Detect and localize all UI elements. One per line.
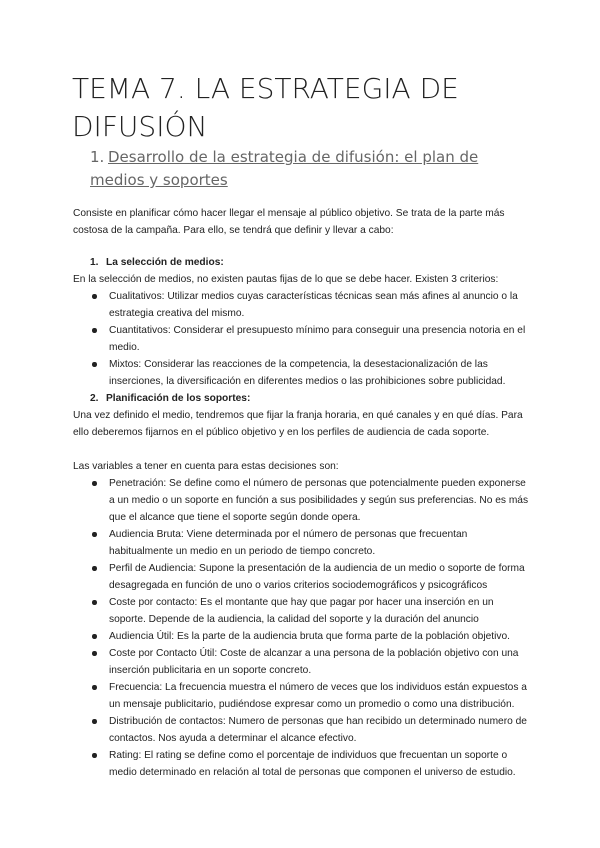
list-item: Perfil de Audiencia: Supone la presentación de la audiencia de un medio o soporte de forma desagregada en función de uno o varios criterios sociodemográficos y psicográficos [73, 560, 533, 594]
variables-list [73, 475, 533, 781]
section1-heading-text: La selección de medios: [106, 257, 224, 268]
list-item: Audiencia Bruta: Viene determinada por el número de personas que frecuentan habitualmente un medio en un periodo de tiempo concreto. [73, 526, 533, 560]
section1-heading [73, 254, 533, 271]
list-item: Cuantitativos: Considerar el presupuesto mínimo para conseguir una presencia notoria en el medio. [73, 322, 533, 356]
page-title: TEMA 7. LA ESTRATEGIA DE DIFUSIÓN [72, 72, 459, 143]
section1-text: En la selección de medios, no existen pautas fijas de lo que se debe hacer. Existen 3 criterios: [73, 274, 499, 285]
criteria-list [73, 288, 533, 390]
list-item: Mixtos: Considerar las reacciones de la competencia, la desestacionalización de las inserciones, la diversificación en diferentes medios o las prohibiciones sobre publicidad. [73, 356, 533, 390]
document-body [73, 205, 533, 781]
list-item: Audiencia Útil: Es la parte de la audiencia bruta que forma parte de la población objetivo. [73, 628, 533, 645]
list-item: Penetración: Se define como el número de personas que potencialmente pueden exponerse a un medio o un soporte en función a sus posibilidades y según sus preferencias. No es más que el alcance que tiene el soporte según donde opera. [73, 475, 533, 526]
section2-heading [73, 390, 533, 407]
list-item: Frecuencia: La frecuencia muestra el número de veces que los individuos están expuestos a un mensaje publicitario, pudiéndose expresar como un promedio o como una distribución. [73, 679, 533, 713]
section2-text: Una vez definido el medio, tendremos que fijar la franja horaria, en qué canales y en qué días. Para ello deberemos fijarnos en el público objetivo y en los perfiles de audiencia de cada soporte. [73, 410, 523, 438]
section-subtitle [90, 146, 530, 192]
section1-number: 1. [90, 257, 99, 268]
subtitle-number: 1. [90, 148, 105, 166]
subtitle-text: Desarrollo de la estrategia de difusión: el plan de medios y soportes [90, 148, 479, 189]
list-item: Rating: El rating se define como el porcentaje de individuos que frecuentan un soporte o medio determinado en relación al total de personas que componen el universo de estudio. [73, 747, 533, 781]
section2-heading-text: Planificación de los soportes: [106, 393, 251, 404]
list-item: Coste por contacto: Es el montante que hay que pagar por hacer una inserción en un soporte. Depende de la audiencia, la calidad del soporte y la duración del anuncio [73, 594, 533, 628]
list-item: Distribución de contactos: Numero de personas que han recibido un determinado numero de contactos. Nos ayuda a determinar el alcance efectivo. [73, 713, 533, 747]
variables-intro: Las variables a tener en cuenta para estas decisiones son: [73, 461, 339, 472]
intro-paragraph: Consiste en planificar cómo hacer llegar el mensaje al público objetivo. Se trata de la parte más costosa de la campaña. Para ello, se tendrá que definir y llevar a cabo: [73, 208, 505, 236]
section2-number: 2. [90, 393, 99, 404]
list-item: Coste por Contacto Útil: Coste de alcanzar a una persona de la población objetivo con una inserción publicitaria en un soporte concreto. [73, 645, 533, 679]
list-item: Cualitativos: Utilizar medios cuyas características técnicas sean más afines al anuncio o la estrategia creativa del mismo. [73, 288, 533, 322]
